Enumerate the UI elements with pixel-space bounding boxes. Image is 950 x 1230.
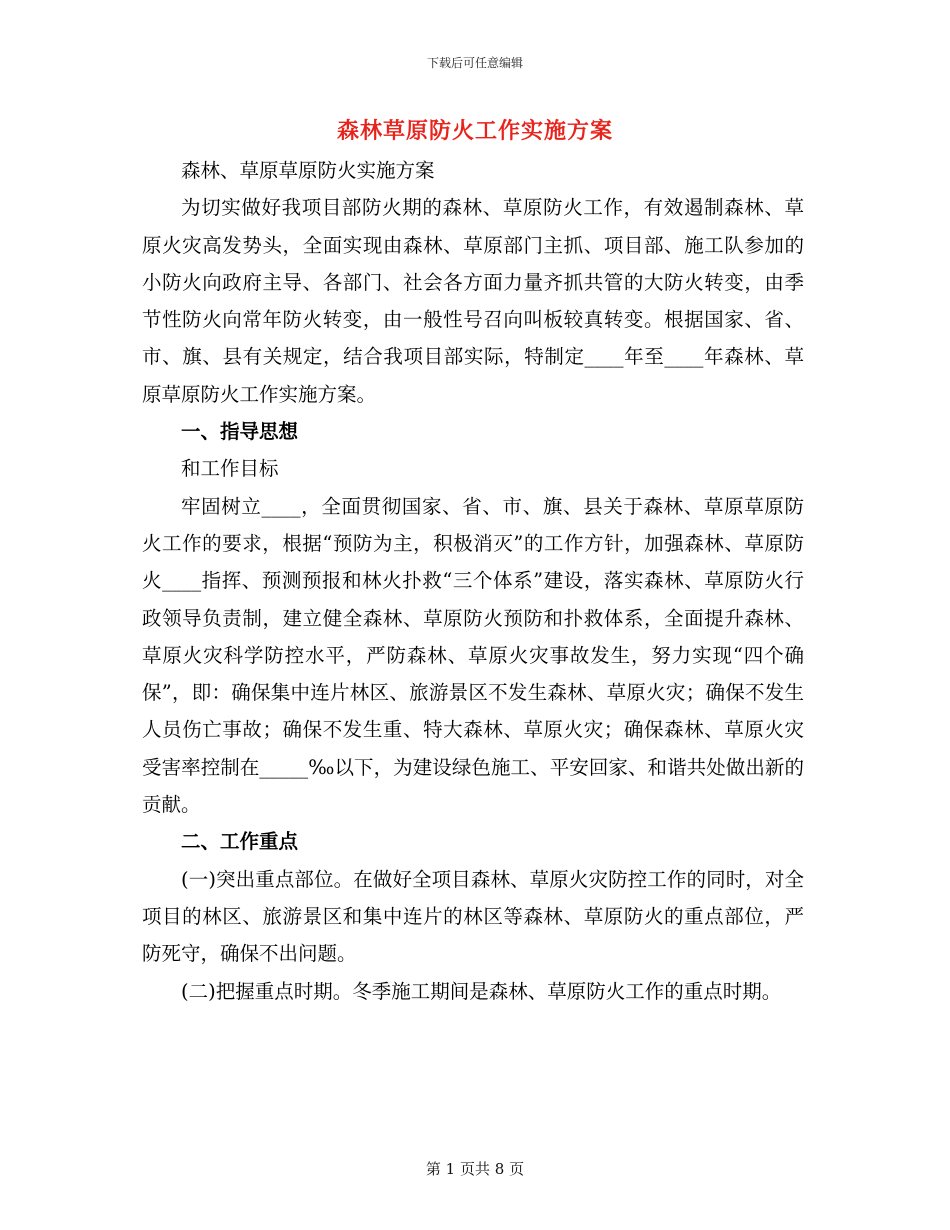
focus-item-2-paragraph: (二)把握重点时期。冬季施工期间是森林、草原防火工作的重点时期。 [181, 979, 782, 1003]
subtitle-paragraph: 森林、草原草原防火实施方案 [181, 159, 435, 182]
section-heading-continuation: 和工作目标 [181, 457, 279, 481]
document-body [142, 152, 804, 1010]
section-heading-work-focus: 二、工作重点 [181, 830, 299, 854]
page-number-footer: 第 1 页共 8 页 [425, 1160, 525, 1178]
section-heading-guiding-ideology: 一、指导思想 [181, 420, 299, 444]
document-title: 森林草原防火工作实施方案 [336, 118, 613, 144]
guiding-ideology-paragraph: 牢固树立____，全面贯彻国家、省、市、旗、县关于森林、草原草原防火工作的要求，根据“预防为主，积极消灭”的工作方针，加强森林、草原防火____指挥、预测预报和林火扑救“三个体系”建设，落实森林、草原防火行政领导负责制，建立健全森林、草原防火预防和扑救体系，全面提升森林、草原火灾科学防控水平，严防森林、草原火灾事故发生，努力实现“四个确保”，即：确保集中连片林区、旅游景区不发生森林、草原火灾；确保不发生人员伤亡事故；确保不发生重、特大森林、草原火灾；确保森林、草原火灾受害率控制在_____‰以下，为建设绿色施工、平安回家、和谐共处做出新的贡献。 [142, 494, 804, 817]
focus-item-1-paragraph: (一)突出重点部位。在做好全项目森林、草原火灾防控工作的同时，对全项目的林区、旅游景区和集中连片的林区等森林、草原防火的重点部位，严防死守，确保不出问题。 [142, 867, 804, 966]
intro-paragraph: 为切实做好我项目部防火期的森林、草原防火工作，有效遏制森林、草原火灾高发势头，全面实现由森林、草原部门主抓、项目部、施工队参加的小防火向政府主导、各部门、社会各方面力量齐抓共管的大防火转变，由季节性防火向常年防火转变，由一般性号召向叫板较真转变。根据国家、省、市、旗、县有关规定，结合我项目部实际，特制定____年至____年森林、草原草原防火工作实施方案。 [142, 196, 804, 406]
header-note: 下载后可任意编辑 [426, 56, 523, 70]
